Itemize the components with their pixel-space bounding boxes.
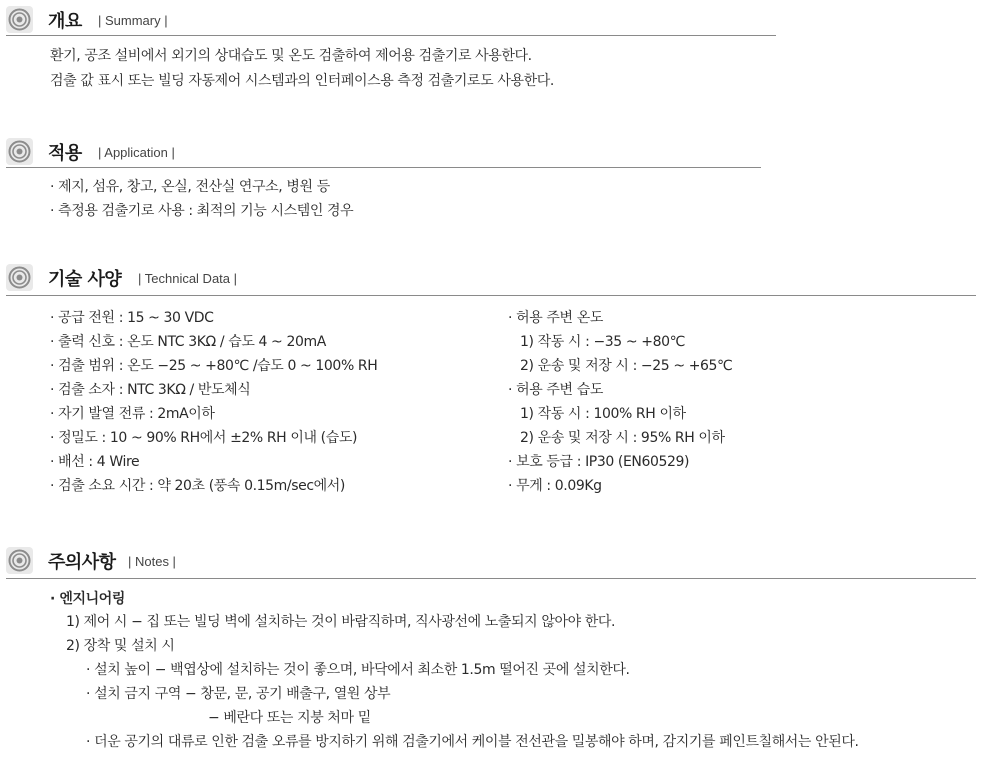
section-subtitle: | Summary |	[98, 13, 168, 28]
spec-right-item: 2) 운송 및 저장 시 : 95% RH 이하	[520, 430, 725, 446]
notes-line: · 더운 공기의 대류로 인한 검출 오류를 방지하기 위해 검출기에서 케이블 전선관을 밀봉해야 하며, 감지기를 페인트칠해서는 안된다.	[86, 733, 859, 751]
spec-left-item: · 공급 전원 : 15 ~ 30 VDC	[50, 309, 214, 327]
section-subtitle: | Technical Data |	[138, 271, 238, 286]
spec-right-item: 1) 작동 시 : −35 ~ +80℃	[520, 334, 685, 350]
section-title: 기술 사양	[48, 269, 122, 290]
spec-left-item: · 검출 소자 : NTC 3KΩ / 반도체식	[50, 381, 250, 399]
section-divider	[6, 578, 976, 579]
spec-right-item: 2) 운송 및 저장 시 : −25 ~ +65℃	[520, 358, 733, 374]
section-subtitle: | Notes |	[128, 554, 176, 569]
section-title: 주의사항	[48, 552, 116, 573]
section-icon	[6, 6, 33, 33]
spec-right-item: · 허용 주변 온도	[508, 309, 603, 327]
application-item: · 제지, 섬유, 창고, 온실, 전산실 연구소, 병원 등	[50, 178, 330, 196]
spec-left-item: · 검출 소요 시간 : 약 20초 (풍속 0.15m/sec에서)	[50, 477, 345, 495]
section-divider	[6, 35, 776, 36]
summary-line: 검출 값 표시 또는 빌딩 자동제어 시스템과의 인터페이스용 측정 검출기로도 사용한다.	[50, 73, 554, 89]
spec-right-item: · 보호 등급 : IP30 (EN60529)	[508, 453, 689, 471]
spec-right-item: · 무게 : 0.09Kg	[508, 477, 602, 495]
spec-left-item: · 출력 신호 : 온도 NTC 3KΩ / 습도 4 ~ 20mA	[50, 333, 326, 351]
application-item: · 측정용 검출기로 사용 : 최적의 기능 시스템인 경우	[50, 202, 353, 220]
section-icon	[6, 547, 33, 574]
section-icon	[6, 264, 33, 291]
section-divider	[6, 295, 976, 296]
spec-left-item: · 자기 발열 전류 : 2mA이하	[50, 405, 215, 423]
spec-right-item: · 허용 주변 습도	[508, 381, 603, 399]
spec-left-item: · 검출 범위 : 온도 −25 ~ +80℃ /습도 0 ~ 100% RH	[50, 357, 377, 375]
notes-heading: · 엔지니어링	[50, 590, 125, 608]
spec-right-item: 1) 작동 시 : 100% RH 이하	[520, 406, 686, 422]
section-title: 개요	[48, 11, 82, 32]
notes-line: − 베란다 또는 지붕 처마 밑	[208, 710, 371, 726]
notes-line: · 설치 높이 − 백엽상에 설치하는 것이 좋으며, 바닥에서 최소한 1.5m 떨어진 곳에 설치한다.	[86, 661, 630, 679]
spec-left-item: · 정밀도 : 10 ~ 90% RH에서 ±2% RH 이내 (습도)	[50, 429, 357, 447]
notes-line: · 설치 금지 구역 − 창문, 문, 공기 배출구, 열원 상부	[86, 685, 390, 703]
section-divider	[6, 167, 761, 168]
section-icon	[6, 138, 33, 165]
notes-line: 1) 제어 시 − 집 또는 빌딩 벽에 설치하는 것이 바람직하며, 직사광선에 노출되지 않아야 한다.	[66, 614, 616, 630]
spec-left-item: · 배선 : 4 Wire	[50, 453, 139, 471]
notes-line: 2) 장착 및 설치 시	[66, 638, 175, 654]
summary-line: 환기, 공조 설비에서 외기의 상대습도 및 온도 검출하여 제어용 검출기로 사용한다.	[50, 48, 532, 64]
section-subtitle: | Application |	[98, 145, 175, 160]
section-title: 적용	[48, 143, 82, 164]
